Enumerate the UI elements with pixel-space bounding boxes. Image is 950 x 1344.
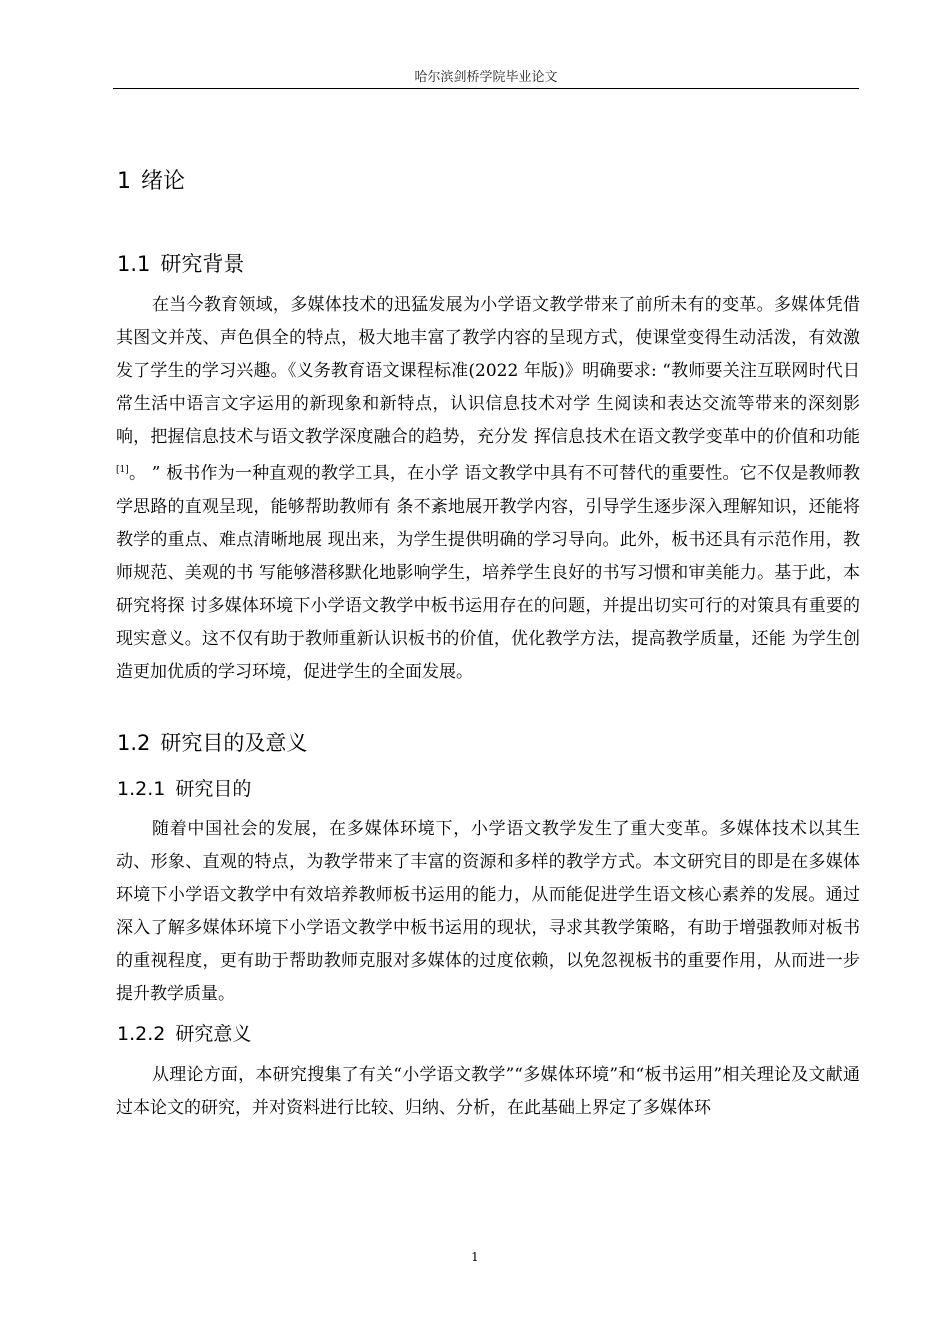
section-heading-1-2 xyxy=(117,727,307,757)
paragraph-text: 在当今教育领域，多媒体技术的迅猛发展为小学语文教学带来了前所未有的变革。多媒体凭借其图文并茂、声色俱全的特点，极大地丰富了教学内容的呈现方式，使课堂变得生动活泼，有效激发了学生的学习兴趣。《义务教育语文课程标准(2022 年版)》明确要求: “教师要关注互联网时代日常生活中语言文字运用的新现象和新特点，认识信息技术对学 生阅读和表达交流等带来的深刻影响，把握信息技术与语文教学深度融合的趋势，充分发 挥信息技术在语文教学变革中的价值和功能 xyxy=(116,295,860,447)
subsection-heading-1-2-1 xyxy=(117,774,251,801)
citation-ref: [1] xyxy=(116,465,129,475)
header-rule xyxy=(113,88,859,89)
subsection-number: 1.2.2 xyxy=(117,1023,166,1045)
paragraph-text-continued: 。 ” 板书作为一种直观的教学工具，在小学 语文教学中具有不可替代的重要性。它不仅是教师教学思路的直观呈现，能够帮助教师有 条不紊地展开教学内容，引导学生逐步深入理解知识，还能将教学的重点、难点清晰地展 现出来，为学生提供明确的学习导向。此外，板书还具有示范作用，教师规范、美观的书 写能够潜移默化地影响学生，培养学生良好的书写习惯和审美能力。基于此，本研究将探 讨多媒体环境下小学语文教学中板书运用存在的问题，并提出切实可行的对策具有重要的 现实意义。这不仅有助于教师重新认识板书的价值，优化教学方法，提高教学质量，还能 为学生创造更加优质的学习环境，促进学生的全面发展。 xyxy=(116,463,860,682)
subsection-title: 研究目的 xyxy=(175,778,252,800)
section-title: 研究目的及意义 xyxy=(160,731,308,755)
paragraph-research-background xyxy=(116,289,860,689)
section-heading-1-1 xyxy=(117,248,244,278)
paragraph-research-significance: 从理论方面，本研究搜集了有关“小学语文教学”“多媒体环境”和“板书运用”相关理论及文献通过本论文的研究，并对资料进行比较、归纳、分析，在此基础上界定了多媒体环 xyxy=(116,1065,860,1118)
chapter-heading xyxy=(117,164,185,195)
page-number: 1 xyxy=(471,1250,479,1264)
running-header: 哈尔滨剑桥学院毕业论文 xyxy=(414,70,558,85)
subsection-number: 1.2.1 xyxy=(117,778,166,800)
section-title: 研究背景 xyxy=(160,252,245,276)
section-number: 1.1 xyxy=(117,252,151,276)
section-number: 1.2 xyxy=(117,731,151,755)
subsection-title: 研究意义 xyxy=(175,1023,252,1045)
subsection-heading-1-2-2 xyxy=(117,1019,251,1046)
paragraph-research-purpose: 随着中国社会的发展，在多媒体环境下，小学语文教学发生了重大变革。多媒体技术以其生动、形象、直观的特点，为教学带来了丰富的资源和多样的教学方式。本文研究目的即是在多媒体环境下小学语文教学中有效培养教师板书运用的能力，从而能促进学生语文核心素养的发展。通过深入了解多媒体环境下小学语文教学中板书运用的现状，寻求其教学策略，有助于增强教师对板书的重视程度，更有助于帮助教师克服对多媒体的过度依赖，以免忽视板书的重要作用，从而进一步提升教学质量。 xyxy=(116,819,860,1004)
chapter-title: 绪论 xyxy=(141,169,186,194)
chapter-number: 1 xyxy=(117,169,131,194)
